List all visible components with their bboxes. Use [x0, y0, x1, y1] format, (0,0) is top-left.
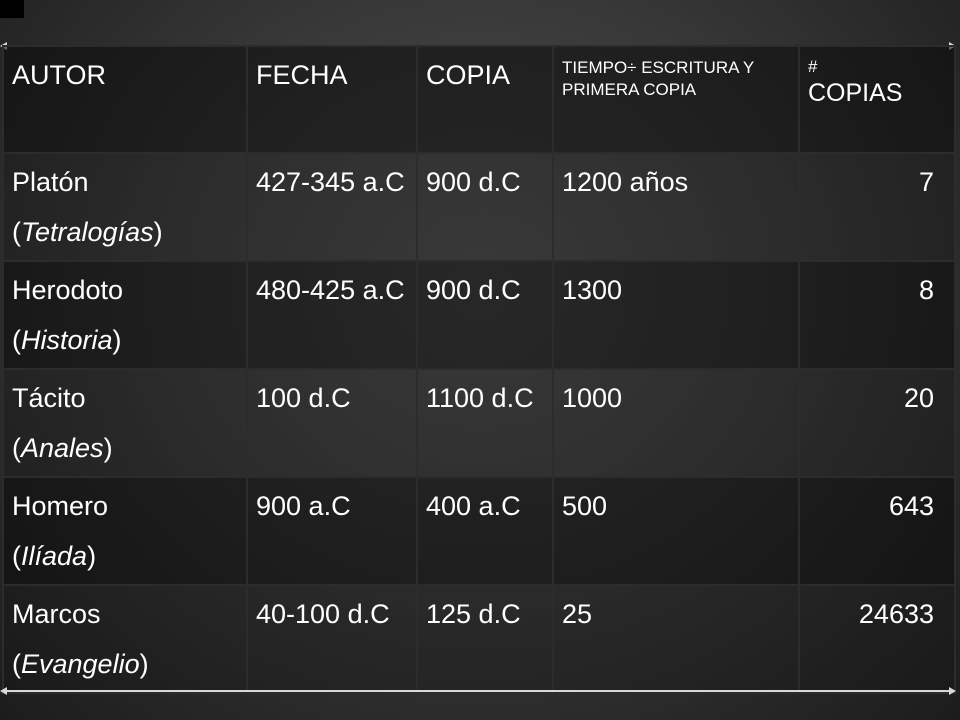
fecha-cell: 480-425 a.C [247, 261, 417, 369]
header-row [3, 46, 955, 153]
table-row [3, 585, 955, 693]
copias-cell: 643 [799, 477, 955, 585]
header-copia [417, 46, 553, 153]
author-cell [3, 369, 247, 477]
header-copias-label: COPIAS [808, 79, 903, 107]
copias-cell: 24633 [799, 585, 955, 693]
work-title: Tetralogías [21, 217, 154, 247]
copia-cell: 1100 d.C [417, 369, 553, 477]
author-work: (Ilíada) [12, 541, 97, 571]
copias-cell: 7 [799, 153, 955, 261]
tiempo-cell: 25 [553, 585, 799, 693]
author-work: (Anales) [12, 433, 113, 463]
fecha-cell: 427-345 a.C [247, 153, 417, 261]
header-copia-label: COPIA [426, 60, 511, 90]
copia-cell: 125 d.C [417, 585, 553, 693]
table-bottom-border [2, 690, 954, 692]
author-work: (Evangelio) [12, 649, 149, 679]
author-name: Marcos [12, 599, 101, 629]
author-cell [3, 585, 247, 693]
fecha-cell: 900 a.C [247, 477, 417, 585]
header-copias [799, 46, 955, 153]
copias-cell: 8 [799, 261, 955, 369]
table-row [3, 477, 955, 585]
manuscript-table [2, 45, 956, 694]
copia-cell: 400 a.C [417, 477, 553, 585]
header-tiempo-label: TIEMPO÷ ESCRITURA Y PRIMERA COPIA [562, 58, 754, 99]
fecha-cell: 100 d.C [247, 369, 417, 477]
work-title: Anales [21, 433, 104, 463]
author-work: (Tetralogías) [12, 217, 163, 247]
work-title: Ilíada [21, 541, 88, 571]
work-title: Evangelio [21, 649, 140, 679]
header-tiempo [553, 46, 799, 153]
manuscript-table-container [2, 45, 954, 692]
author-cell [3, 477, 247, 585]
author-name: Platón [12, 167, 89, 197]
header-autor-label: AUTOR [12, 60, 107, 90]
author-cell [3, 153, 247, 261]
fecha-cell: 40-100 d.C [247, 585, 417, 693]
author-name: Herodoto [12, 275, 124, 305]
copia-cell: 900 d.C [417, 261, 553, 369]
table-row [3, 153, 955, 261]
header-fecha-label: FECHA [256, 60, 348, 90]
author-work: (Historia) [12, 325, 122, 355]
author-name: Tácito [12, 383, 86, 413]
author-name: Homero [12, 491, 109, 521]
header-autor [3, 46, 247, 153]
table-row [3, 369, 955, 477]
copia-cell: 900 d.C [417, 153, 553, 261]
header-copias-hash: # [808, 57, 818, 76]
tiempo-cell: 500 [553, 477, 799, 585]
tiempo-cell: 1300 [553, 261, 799, 369]
corner-mark [0, 0, 24, 18]
tiempo-cell: 1000 [553, 369, 799, 477]
table-row [3, 261, 955, 369]
author-cell [3, 261, 247, 369]
tiempo-cell: 1200 años [553, 153, 799, 261]
header-fecha [247, 46, 417, 153]
copias-cell: 20 [799, 369, 955, 477]
work-title: Historia [21, 325, 113, 355]
